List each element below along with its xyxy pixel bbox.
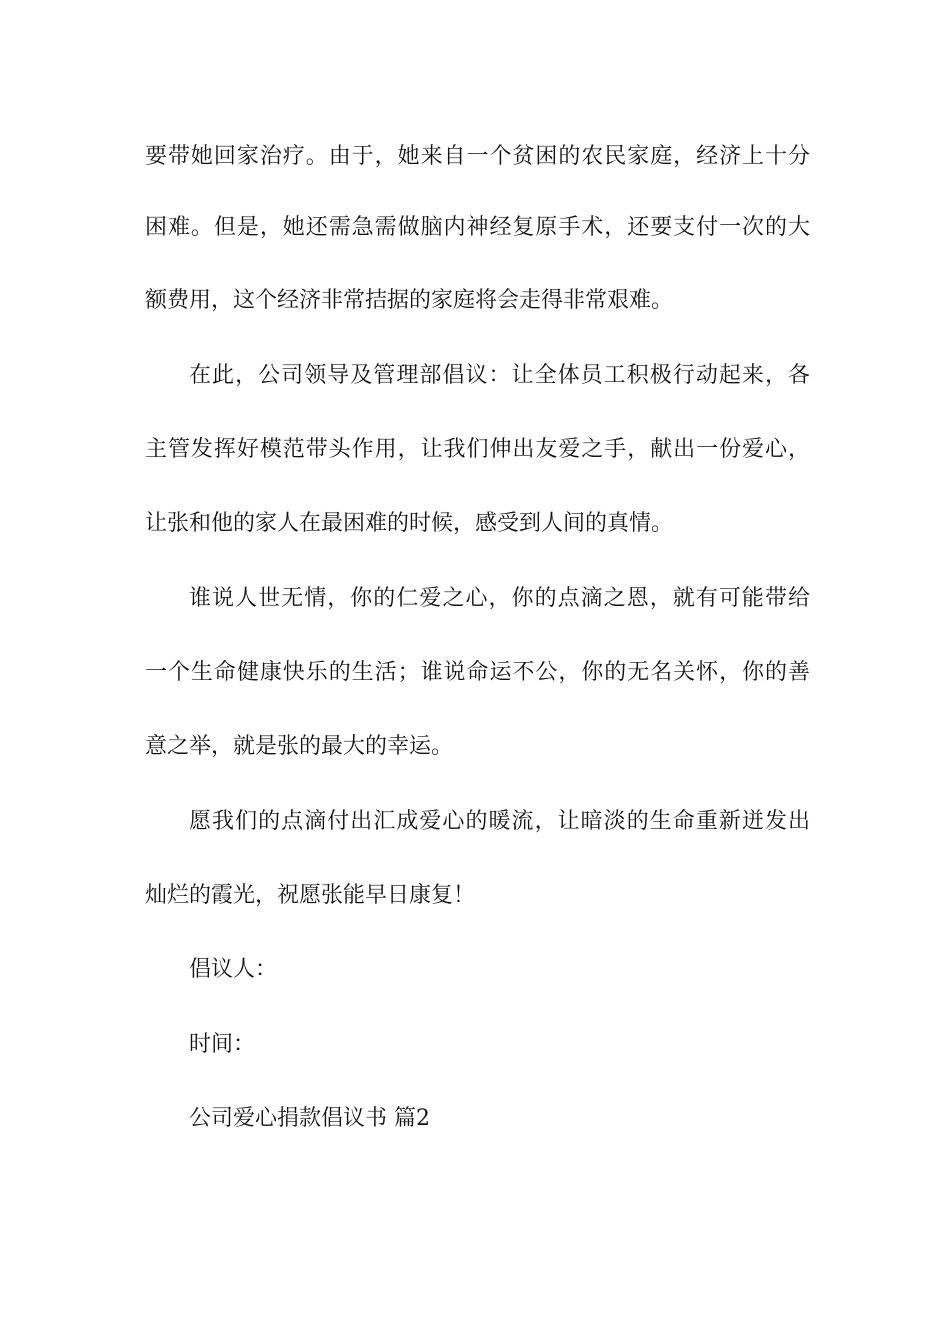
paragraph-3-line-3: 意之举，就是张的最大的幸运。 (145, 734, 454, 759)
paragraph-2-line-3: 让张和他的家人在最困难的时候，感受到人间的真情。 (145, 511, 674, 536)
paragraph-1-line-3: 额费用，这个经济非常拮据的家庭将会走得非常艰难。 (145, 288, 674, 313)
paragraph-3-line-1: 谁说人世无情，你的仁爱之心，你的点滴之恩，就有可能带给 (189, 586, 810, 611)
paragraph-2-line-1: 在此，公司领导及管理部倡议：让全体员工积极行动起来，各 (189, 363, 810, 388)
paragraph-4-line-1: 愿我们的点滴付出汇成爱心的暖流，让暗淡的生命重新迸发出 (189, 809, 810, 834)
paragraph-2-line-2: 主管发挥好模范带头作用，让我们伸出友爱之手，献出一份爱心， (145, 437, 810, 462)
date-label: 时间： (189, 1032, 256, 1057)
paragraph-1-line-2: 困难。但是，她还需急需做脑内神经复原手术，还要支付一次的大 (145, 215, 810, 240)
paragraph-1-line-1: 要带她回家治疗。由于，她来自一个贫困的农民家庭，经济上十分 (145, 144, 810, 169)
paragraph-4-line-2: 灿烂的霞光，祝愿张能早日康复！ (145, 883, 476, 908)
paragraph-3-line-2: 一个生命健康快乐的生活；谁说命运不公，你的无名关怀，你的善 (145, 660, 810, 685)
section-heading: 公司爱心捐款倡议书 篇2 (189, 1106, 430, 1131)
initiator-label: 倡议人： (189, 957, 278, 982)
